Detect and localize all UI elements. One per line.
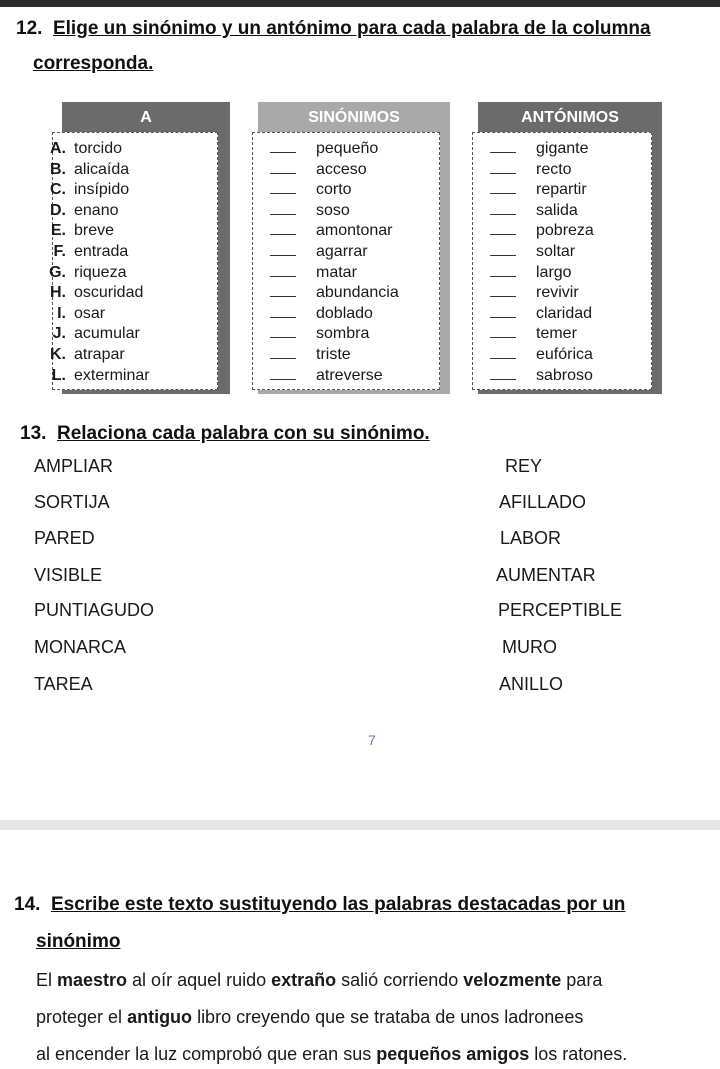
antonym-item-word: sabroso xyxy=(536,366,593,384)
item-letter: C. xyxy=(50,181,66,199)
highlighted-word: antiguo xyxy=(127,1007,193,1027)
highlighted-word: extraño xyxy=(271,970,337,990)
item-word: acumular xyxy=(74,325,140,343)
column-a-item xyxy=(44,160,129,179)
item-letter: J. xyxy=(52,325,66,343)
antonym-item xyxy=(490,242,575,261)
antonym-item-word: repartir xyxy=(536,181,587,199)
ex13-title xyxy=(20,423,430,445)
item-word: atrapar xyxy=(74,346,125,363)
antonym-item-word: revivir xyxy=(536,284,579,302)
item-word: entrada xyxy=(74,243,129,260)
text-segment: al encender la luz comprobó que eran sus xyxy=(36,1044,377,1064)
match-right-word: AFILLADO xyxy=(499,492,587,512)
ex12-title xyxy=(16,18,651,40)
match-right-word: ANILLO xyxy=(499,674,564,694)
match-right-word: REY xyxy=(505,456,543,476)
match-right-word: PERCEPTIBLE xyxy=(498,600,623,620)
match-right-word: MURO xyxy=(502,637,557,657)
column-a-item xyxy=(44,242,128,261)
answer-blank[interactable] xyxy=(270,304,296,318)
match-left-word: PUNTIAGUDO xyxy=(34,600,155,620)
column-a-item xyxy=(44,304,105,323)
answer-blank[interactable] xyxy=(490,139,516,153)
column-a-item xyxy=(44,221,114,240)
highlighted-word: velozmente xyxy=(463,970,562,990)
synonym-item-word: sombra xyxy=(316,325,370,343)
synonym-item xyxy=(270,283,399,302)
ex12-title-line2: corresponda. xyxy=(33,53,154,74)
synonym-item-word: soso xyxy=(316,201,350,219)
antonym-item xyxy=(490,345,593,364)
synonym-item-word: doblado xyxy=(316,304,373,322)
synonym-item xyxy=(270,304,373,323)
antonym-item xyxy=(490,366,593,385)
antonym-item xyxy=(490,139,589,158)
column-a-item xyxy=(44,263,126,282)
item-letter: I. xyxy=(57,304,66,322)
column-a-item xyxy=(44,180,129,199)
antonym-item-word: largo xyxy=(536,263,572,281)
column-a-item xyxy=(44,366,150,385)
item-word: alicaída xyxy=(74,160,130,178)
antonym-item-word: gigante xyxy=(536,140,589,157)
text-segment: para xyxy=(561,970,603,990)
answer-blank[interactable] xyxy=(270,345,296,359)
antonym-item xyxy=(490,263,572,282)
page-number: 7 xyxy=(368,732,376,748)
item-word: insípido xyxy=(74,181,130,199)
ex14-title-line2: sinónimo xyxy=(36,931,121,952)
antonym-item xyxy=(490,201,578,220)
match-right-word: AUMENTAR xyxy=(496,565,596,585)
answer-blank[interactable] xyxy=(270,201,296,215)
column-a-item xyxy=(44,201,119,220)
antonym-item xyxy=(490,324,577,343)
synonym-item xyxy=(270,180,352,199)
item-letter: E. xyxy=(50,222,66,240)
synonym-item-word: agarrar xyxy=(316,243,368,260)
column-a-item xyxy=(44,324,140,343)
answer-blank[interactable] xyxy=(490,283,516,297)
answer-blank[interactable] xyxy=(490,366,516,380)
text-segment: libro creyendo que se trataba de unos ladronees xyxy=(192,1007,584,1027)
match-left-word: MONARCA xyxy=(34,637,127,657)
synonym-item xyxy=(270,324,369,343)
answer-blank[interactable] xyxy=(270,283,296,297)
answer-blank[interactable] xyxy=(490,242,516,256)
synonym-item-word: corto xyxy=(316,181,352,199)
item-word: exterminar xyxy=(74,366,150,384)
column-a-header: A xyxy=(62,102,230,130)
synonym-item xyxy=(270,366,383,385)
item-word: torcido xyxy=(74,140,123,157)
answer-blank[interactable] xyxy=(270,324,296,338)
ex14-title-line1: Escribe este texto sustituyendo las palabras destacadas por un xyxy=(50,894,626,915)
match-right-word: LABOR xyxy=(500,528,562,548)
answer-blank[interactable] xyxy=(270,160,296,174)
ex12-title-line1: Elige un sinónimo y un antónimo para cada palabra de la columna xyxy=(52,18,651,39)
item-word: oscuridad xyxy=(74,284,144,302)
match-left-word: AMPLIAR xyxy=(34,456,114,476)
synonym-item xyxy=(270,345,351,364)
antonym-item-word: eufórica xyxy=(536,346,593,363)
item-word: osar xyxy=(74,304,106,322)
text-segment: al oír aquel ruido xyxy=(127,970,272,990)
synonym-item xyxy=(270,160,367,179)
ex14-title-cont xyxy=(36,931,120,953)
antonym-item-word: soltar xyxy=(536,243,576,260)
ex14-number: 14. xyxy=(14,894,41,915)
item-letter: D. xyxy=(50,201,66,219)
antonym-item xyxy=(490,283,579,302)
synonym-item xyxy=(270,263,357,282)
ex12-number: 12. xyxy=(16,18,43,39)
answer-blank[interactable] xyxy=(270,366,296,380)
text-segment: salió corriendo xyxy=(336,970,464,990)
item-word: enano xyxy=(74,201,119,219)
top-bar xyxy=(0,0,720,7)
ex14-text-line2 xyxy=(36,1007,583,1028)
text-segment: proteger el xyxy=(36,1007,128,1027)
synonym-item xyxy=(270,221,393,240)
synonym-item-word: matar xyxy=(316,263,357,281)
match-left-word: PARED xyxy=(34,528,95,548)
highlighted-word: maestro xyxy=(57,970,128,990)
ex12-title-cont xyxy=(33,53,153,75)
item-word: riqueza xyxy=(74,263,127,281)
text-segment: los ratones. xyxy=(529,1044,628,1064)
item-letter: G. xyxy=(49,263,66,281)
answer-blank[interactable] xyxy=(490,221,516,235)
antonym-item xyxy=(490,221,594,240)
column-a-item xyxy=(44,283,143,302)
ex13-number: 13. xyxy=(20,423,47,444)
antonym-item-word: recto xyxy=(536,160,572,178)
item-word: breve xyxy=(74,222,115,240)
answer-blank[interactable] xyxy=(490,201,516,215)
synonym-item-word: abundancia xyxy=(316,284,399,302)
text-segment: El xyxy=(36,970,58,990)
answer-blank[interactable] xyxy=(270,242,296,256)
answer-blank[interactable] xyxy=(490,324,516,338)
answer-blank[interactable] xyxy=(270,180,296,194)
answer-blank[interactable] xyxy=(270,221,296,235)
item-letter: A. xyxy=(50,140,66,157)
page-separator xyxy=(0,820,720,830)
item-letter: H. xyxy=(50,284,66,302)
antonym-item xyxy=(490,180,587,199)
synonym-item-word: amontonar xyxy=(316,222,393,240)
antonym-item xyxy=(490,160,572,179)
match-left-word: SORTIJA xyxy=(34,492,110,512)
antonym-item-word: temer xyxy=(536,325,577,343)
synonym-item xyxy=(270,139,378,158)
answer-blank[interactable] xyxy=(270,263,296,277)
answer-blank[interactable] xyxy=(490,263,516,277)
antonym-item-word: salida xyxy=(536,201,578,219)
answer-blank[interactable] xyxy=(270,139,296,153)
synonym-item-word: pequeño xyxy=(316,140,379,157)
answer-blank[interactable] xyxy=(490,180,516,194)
item-letter: K. xyxy=(50,346,66,363)
ex13-title-text: Relaciona cada palabra con su sinónimo. xyxy=(56,423,430,444)
item-letter: F. xyxy=(53,243,66,260)
ex14-title xyxy=(14,894,625,916)
synonym-item-word: triste xyxy=(316,346,351,363)
match-left-word: TAREA xyxy=(34,674,93,694)
highlighted-word: pequeños amigos xyxy=(376,1044,530,1064)
answer-blank[interactable] xyxy=(490,160,516,174)
antonym-item xyxy=(490,304,592,323)
ex14-text-line3 xyxy=(36,1044,627,1065)
item-letter: B. xyxy=(50,160,66,178)
column-a-item xyxy=(44,139,122,158)
synonym-item-word: acceso xyxy=(316,160,367,178)
synonym-item xyxy=(270,201,350,220)
synonym-item xyxy=(270,242,368,261)
ex14-text-line1 xyxy=(36,970,602,991)
answer-blank[interactable] xyxy=(490,345,516,359)
match-left-word: VISIBLE xyxy=(34,565,103,585)
antonym-item-word: pobreza xyxy=(536,222,594,240)
synonym-item-word: atreverse xyxy=(316,366,383,384)
antonym-item-word: claridad xyxy=(536,304,593,322)
item-letter: L. xyxy=(51,366,66,384)
antonyms-header: ANTÓNIMOS xyxy=(478,102,662,130)
column-a-item xyxy=(44,345,125,364)
answer-blank[interactable] xyxy=(490,304,516,318)
synonyms-header: SINÓNIMOS xyxy=(258,102,450,130)
